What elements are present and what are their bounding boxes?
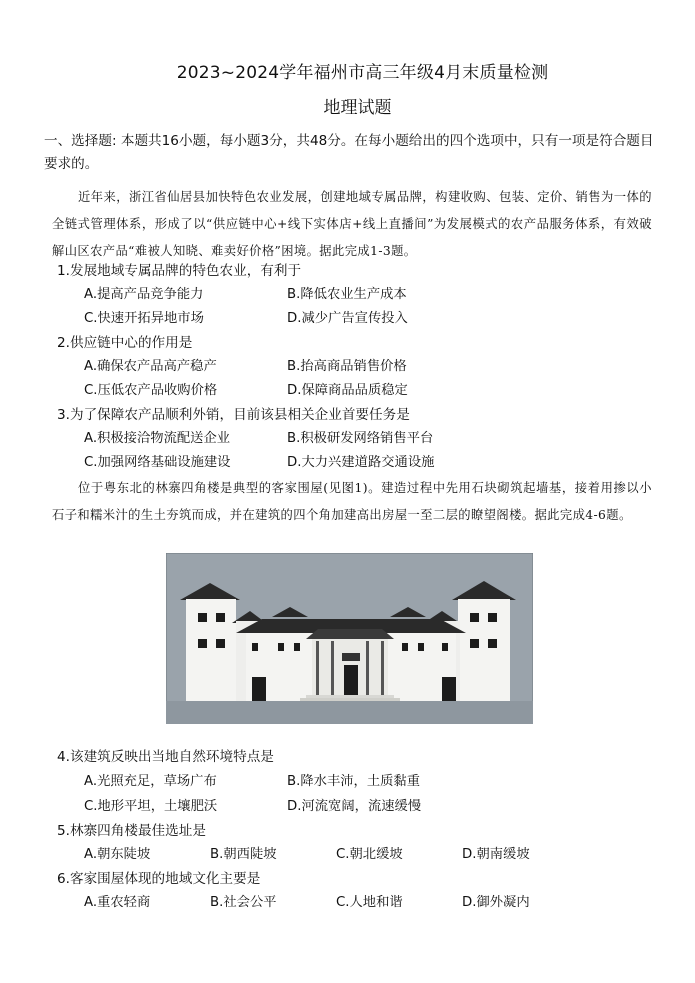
question-5-option-b: B.朝西陡坡 xyxy=(210,847,277,862)
question-2-option-b: B.抬高商品销售价格 xyxy=(287,359,407,374)
question-5-option-c: C.朝北缓坡 xyxy=(336,847,403,862)
question-6-option-d: D.御外凝内 xyxy=(462,895,530,910)
passage-1: 近年来，浙江省仙居县加快特色农业发展，创建地域专属品牌，构建收购、包装、定价、销售为一体的全链式管理体系，形成了以“供应链中心+线下实体店+线上直播间”为发展模式的农产品服务体系，有效破解山区农产品“难被人知晓、难卖好价格”困境。据此完成1-3题。 xyxy=(52,190,652,258)
question-2-option-a: A.确保农产品高产稳产 xyxy=(84,359,217,374)
figure-hakka-building xyxy=(166,553,533,724)
question-4-option-d: D.河流宽阔，流速缓慢 xyxy=(287,799,422,814)
question-4-option-a: A.光照充足，草场广布 xyxy=(84,774,217,789)
question-4-option-c: C.地形平坦，土壤肥沃 xyxy=(84,799,218,814)
question-1-option-c: C.快速开拓异地市场 xyxy=(84,311,204,326)
question-3-option-d: D.大力兴建道路交通设施 xyxy=(287,455,435,470)
exam-title: 2023~2024学年福州市高三年级4月末质量检测 xyxy=(176,63,549,83)
question-3-option-a: A.积极接洽物流配送企业 xyxy=(84,431,231,446)
section-instructions: 一、选择题: 本题共16小题，每小题3分，共48分。在每小题给出的四个选项中，只有一项是符合题目要求的。 xyxy=(44,133,654,172)
subject-title: 地理试题 xyxy=(323,98,392,118)
question-3-option-b: B.积极研发网络销售平台 xyxy=(287,431,434,446)
question-2-stem: 2.供应链中心的作用是 xyxy=(57,335,193,351)
passage-2: 位于粤东北的林寨四角楼是典型的客家围屋(见图1)。建造过程中先用石块砌筑起墙基，接着用掺以小石子和糯米汁的生土夯筑而成，并在建筑的四个角加建高出房屋一至二层的瞭望阁楼。据此完成4-6题。 xyxy=(52,481,652,522)
question-1-option-b: B.降低农业生产成本 xyxy=(287,287,407,302)
question-2-option-c: C.压低农产品收购价格 xyxy=(84,383,218,398)
question-4-stem: 4.该建筑反映出当地自然环境特点是 xyxy=(57,749,274,765)
question-6-stem: 6.客家围屋体现的地域文化主要是 xyxy=(57,871,261,887)
question-5-option-d: D.朝南缓坡 xyxy=(462,847,530,862)
question-1-option-d: D.减少广告宣传投入 xyxy=(287,311,408,326)
question-1-option-a: A.提高产品竞争能力 xyxy=(84,287,204,302)
question-6-option-a: A.重农轻商 xyxy=(84,895,151,910)
question-5-stem: 5.林寨四角楼最佳选址是 xyxy=(57,823,206,839)
hakka-building-illustration xyxy=(166,553,533,724)
question-2-option-d: D.保障商品品质稳定 xyxy=(287,383,408,398)
question-6-option-b: B.社会公平 xyxy=(210,895,277,910)
question-5-option-a: A.朝东陡坡 xyxy=(84,847,151,862)
question-6-option-c: C.人地和谐 xyxy=(336,895,403,910)
question-3-option-c: C.加强网络基础设施建设 xyxy=(84,455,231,470)
question-1-stem: 1.发展地域专属品牌的特色农业，有利于 xyxy=(57,263,302,279)
question-3-stem: 3.为了保障农产品顺利外销，目前该县相关企业首要任务是 xyxy=(57,407,410,423)
question-4-option-b: B.降水丰沛，土质黏重 xyxy=(287,774,421,789)
